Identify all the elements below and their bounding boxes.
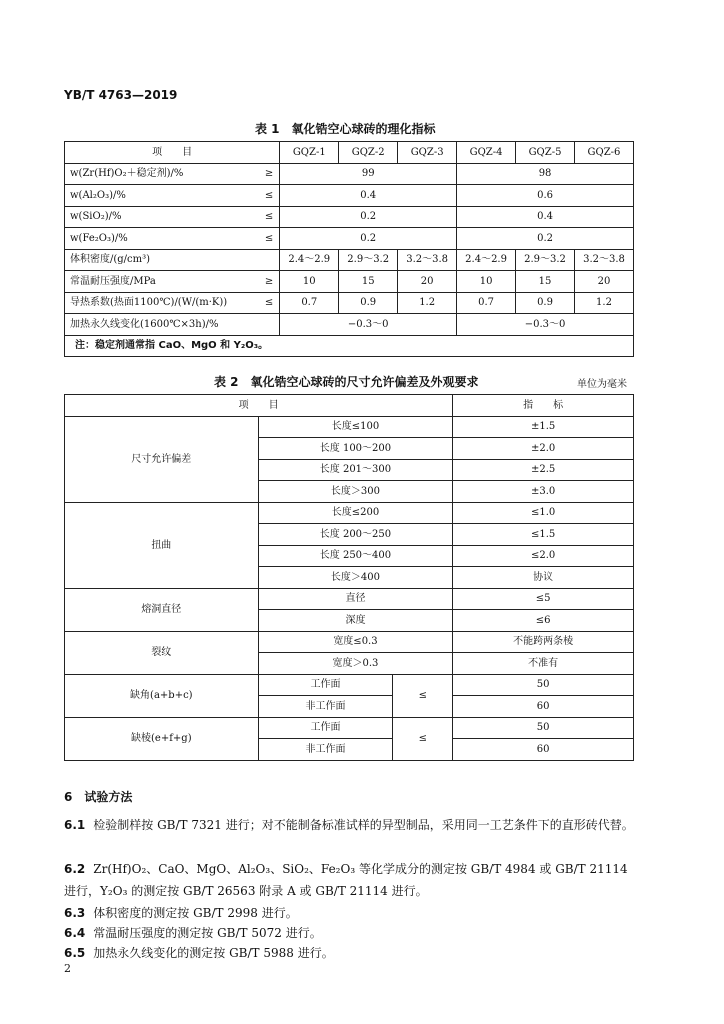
value-cell: ≤1.5 [453, 524, 634, 546]
paragraph-text: 常温耐压强度的测定按 GB/T 5072 进行。 [93, 926, 322, 940]
condition-cell: 长度＞300 [258, 481, 453, 503]
condition-cell: 宽度≤0.3 [258, 631, 453, 653]
value-cell: ≤5 [453, 588, 634, 610]
row-label: 加热永久线变化(1600℃×3h)/% [65, 314, 258, 336]
paragraph-text: 体积密度的测定按 GB/T 2998 进行。 [93, 906, 298, 920]
table1 [64, 141, 634, 357]
value-cell: ≤2.0 [453, 545, 634, 567]
row-value: 15 [339, 271, 398, 293]
table-row [65, 502, 634, 524]
group-label: 裂纹 [65, 631, 259, 674]
table-row [65, 674, 634, 696]
value-cell: ±3.0 [453, 481, 634, 503]
table2-caption: 表 2 氧化锆空心球砖的尺寸允许偏差及外观要求 [214, 375, 479, 389]
value-cell: ±1.5 [453, 416, 634, 438]
row-value: 99 [280, 163, 457, 185]
standard-number: YB/T 4763—2019 [64, 88, 178, 102]
value-cell: ±2.0 [453, 438, 634, 460]
row-value: 3.2～3.8 [398, 249, 457, 271]
value-cell: 60 [453, 739, 634, 761]
table1-note-row [65, 335, 634, 357]
row-label: w(Al₂O₃)/% [65, 185, 258, 207]
paragraph-number: 6.3 [64, 906, 86, 920]
paragraph-text: Zr(Hf)O₂、CaO、MgO、Al₂O₃、SiO₂、Fe₂O₃ 等化学成分的测定按 GB/T 4984 或 GB/T 21114 进行，Y₂O₃ 的测定按 GB/T 26563 附录 A 或 GB/T 21114 进行。 [64, 862, 628, 898]
table2 [64, 394, 634, 761]
paragraph-text: 检验制样按 GB/T 7321 进行；对不能制备标准试样的异型制品，采用同一工艺条件下的直形砖代替。 [93, 818, 634, 832]
group-label: 尺寸允许偏差 [65, 416, 259, 502]
table1-header-row [65, 142, 634, 164]
row-value: 20 [398, 271, 457, 293]
table1-row [65, 292, 634, 314]
row-symbol: ≥ [258, 163, 280, 185]
table1-header-item: 项 目 [65, 142, 280, 164]
condition-cell: 工作面 [258, 717, 393, 739]
value-cell: ±2.5 [453, 459, 634, 481]
row-value: 0.9 [516, 292, 575, 314]
row-label: w(Fe₂O₃)/% [65, 228, 258, 250]
table-row [65, 631, 634, 653]
condition-cell: 长度≤200 [258, 502, 453, 524]
table-row [65, 416, 634, 438]
condition-cell: 宽度＞0.3 [258, 653, 453, 675]
row-value: 1.2 [574, 292, 633, 314]
row-value: 2.4～2.9 [280, 249, 339, 271]
table2-header-row [65, 395, 634, 417]
row-value: 15 [516, 271, 575, 293]
row-symbol [258, 249, 280, 271]
paragraph [64, 858, 634, 902]
paragraph-number: 6.2 [64, 862, 86, 876]
row-value: 0.2 [280, 206, 457, 228]
condition-cell: 工作面 [258, 674, 393, 696]
row-value: 0.6 [457, 185, 634, 207]
row-value: 2.4～2.9 [457, 249, 516, 271]
row-value: 0.7 [457, 292, 516, 314]
row-symbol: ≤ [258, 185, 280, 207]
row-value: 0.4 [280, 185, 457, 207]
table2-header-item: 项 目 [65, 395, 453, 417]
row-value: 20 [574, 271, 633, 293]
row-symbol: ≤ [258, 228, 280, 250]
table2-unit: 单位为毫米 [577, 379, 627, 390]
table1-caption: 表 1 氧化锆空心球砖的理化指标 [255, 122, 436, 136]
value-cell: 50 [453, 717, 634, 739]
group-label: 缺棱(e+f+g) [65, 717, 259, 760]
page-number: 2 [64, 962, 71, 975]
condition-cell: 长度 201～300 [258, 459, 453, 481]
group-label: 缺角(a+b+c) [65, 674, 259, 717]
row-value: 1.2 [398, 292, 457, 314]
row-label: w(Zr(Hf)O₂＋稳定剂)/% [65, 163, 258, 185]
table1-header-gqz4: GQZ-4 [457, 142, 516, 164]
row-value: 0.2 [457, 228, 634, 250]
row-symbol: ≥ [258, 271, 280, 293]
paragraph-number: 6.1 [64, 818, 86, 832]
table1-header-gqz3: GQZ-3 [398, 142, 457, 164]
table-row [65, 717, 634, 739]
row-value: 0.2 [280, 228, 457, 250]
row-value: 0.9 [339, 292, 398, 314]
condition-cell: 长度＞400 [258, 567, 453, 589]
row-symbol: ≤ [258, 206, 280, 228]
row-label: w(SiO₂)/% [65, 206, 258, 228]
row-value: −0.3～0 [457, 314, 634, 336]
value-cell: 不能跨两条棱 [453, 631, 634, 653]
row-value: 10 [280, 271, 339, 293]
table1-row [65, 271, 634, 293]
row-value: 98 [457, 163, 634, 185]
row-value: 2.9～3.2 [339, 249, 398, 271]
paragraph [64, 922, 634, 944]
row-label: 体积密度/(g/cm³) [65, 249, 258, 271]
condition-cell: 非工作面 [258, 696, 393, 718]
row-value: 3.2～3.8 [574, 249, 633, 271]
row-symbol [258, 314, 280, 336]
condition-cell: 深度 [258, 610, 453, 632]
table2-header-index: 指 标 [453, 395, 634, 417]
row-value: 0.4 [457, 206, 634, 228]
row-value: 10 [457, 271, 516, 293]
row-value: 0.7 [280, 292, 339, 314]
table1-header-gqz6: GQZ-6 [574, 142, 633, 164]
row-label: 常温耐压强度/MPa [65, 271, 258, 293]
condition-cell: 非工作面 [258, 739, 393, 761]
symbol-cell: ≤ [393, 674, 453, 717]
table1-header-gqz5: GQZ-5 [516, 142, 575, 164]
value-cell: 不准有 [453, 653, 634, 675]
table1-header-gqz1: GQZ-1 [280, 142, 339, 164]
value-cell: ≤1.0 [453, 502, 634, 524]
table1-row [65, 185, 634, 207]
table1-row [65, 228, 634, 250]
table1-row [65, 249, 634, 271]
paragraph-number: 6.5 [64, 946, 86, 960]
value-cell: 60 [453, 696, 634, 718]
table1-row [65, 206, 634, 228]
table1-header-gqz2: GQZ-2 [339, 142, 398, 164]
paragraph [64, 942, 634, 964]
condition-cell: 长度≤100 [258, 416, 453, 438]
row-value: 2.9～3.2 [516, 249, 575, 271]
paragraph [64, 814, 634, 836]
condition-cell: 长度 200～250 [258, 524, 453, 546]
group-label: 熔洞直径 [65, 588, 259, 631]
condition-cell: 长度 100～200 [258, 438, 453, 460]
row-value: −0.3～0 [280, 314, 457, 336]
row-symbol: ≤ [258, 292, 280, 314]
symbol-cell: ≤ [393, 717, 453, 760]
table1-row [65, 314, 634, 336]
section-title: 6 试验方法 [64, 790, 133, 804]
table-row [65, 588, 634, 610]
paragraph [64, 902, 634, 924]
condition-cell: 直径 [258, 588, 453, 610]
table1-row [65, 163, 634, 185]
group-label: 扭曲 [65, 502, 259, 588]
value-cell: 50 [453, 674, 634, 696]
condition-cell: 长度 250～400 [258, 545, 453, 567]
row-label: 导热系数(热面1100℃)/(W/(m·K)) [65, 292, 258, 314]
value-cell: ≤6 [453, 610, 634, 632]
table1-note: 注：稳定剂通常指 CaO、MgO 和 Y₂O₃。 [65, 335, 634, 357]
paragraph-number: 6.4 [64, 926, 86, 940]
value-cell: 协议 [453, 567, 634, 589]
paragraph-text: 加热永久线变化的测定按 GB/T 5988 进行。 [93, 946, 334, 960]
